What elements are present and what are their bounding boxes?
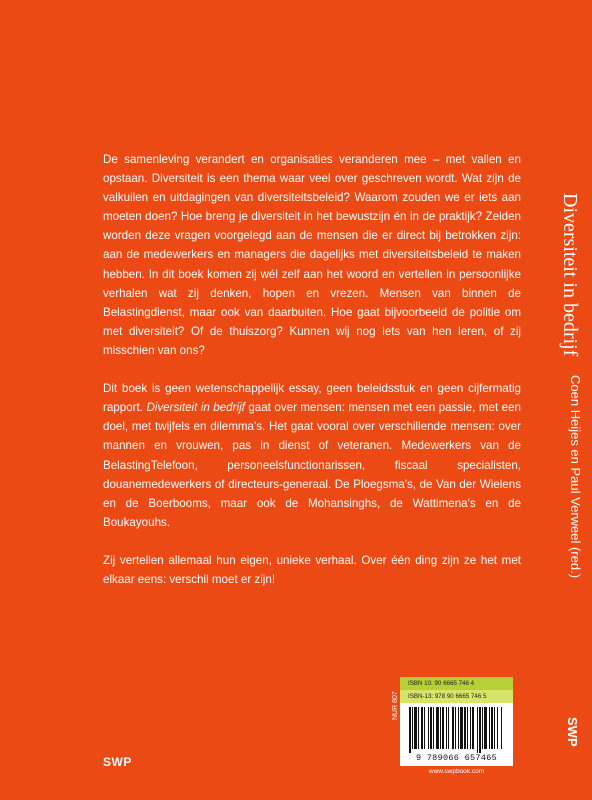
isbn-block bbox=[400, 677, 513, 690]
barcode-bar bbox=[418, 707, 419, 749]
barcode-bar bbox=[482, 707, 483, 749]
barcode-bar bbox=[479, 707, 481, 753]
blurb-paragraph-2 bbox=[103, 379, 521, 532]
spine-publisher-logo: SWP bbox=[565, 717, 580, 747]
spine-title: Diversiteit in bedrijf bbox=[559, 193, 581, 357]
barcode-bar bbox=[430, 707, 432, 749]
barcode-bar bbox=[489, 707, 490, 749]
barcode-bar bbox=[497, 707, 498, 749]
isbn13-block bbox=[400, 690, 513, 703]
barcode-bar bbox=[424, 707, 425, 749]
barcode-bar bbox=[414, 707, 417, 749]
barcode-bar bbox=[472, 707, 474, 749]
barcode-bar bbox=[421, 707, 423, 749]
barcode-bar bbox=[464, 707, 466, 749]
book-title-inline: Diversiteit in bedrijf bbox=[146, 401, 245, 415]
barcode-bar bbox=[446, 707, 447, 749]
barcode-bar bbox=[460, 707, 463, 749]
barcode-bar bbox=[433, 707, 434, 749]
blurb-paragraph-2-intro: Dit boek is geen wetenschappelijk essay, geen beleidsstuk en geen cijfermatig rapport. bbox=[103, 382, 521, 415]
isbn10-label: ISBN 10: 90 6665 746 4 bbox=[400, 677, 513, 690]
barcode-bar bbox=[501, 707, 502, 749]
barcode-bar bbox=[428, 707, 429, 749]
spine-authors: Coen Heijes en Paul Verweel (red.) bbox=[568, 375, 583, 579]
barcode-bar bbox=[448, 707, 449, 749]
barcode-bars bbox=[400, 703, 513, 755]
barcode-bar bbox=[442, 707, 444, 749]
barcode-bar bbox=[412, 707, 413, 749]
blurb-text bbox=[103, 150, 521, 608]
barcode-bar bbox=[494, 707, 495, 749]
barcode-bar bbox=[455, 707, 456, 749]
blurb-paragraph-2-body: gaat over mensen: mensen met een passie, met een doel, met twijfels en dilemma's. Het gaat vooral over verschillende mensen: over mannen en vrouwen, pas in dienst of veteranen. Medewerkers van de BelastingTelefoon, personeelsfunctionarissen, fiscaal specialisten, douanemedewerkers of directeurs-generaal. De Ploegsma's, de Van der Wielens en de Boerbooms, maar ook de Mohansinghs, de Wattimena's en de Boukayouhs. bbox=[103, 401, 521, 529]
barcode-bar bbox=[452, 707, 454, 749]
barcode-bar bbox=[491, 707, 493, 749]
barcode-bar bbox=[436, 707, 439, 749]
barcode-bar bbox=[467, 707, 468, 749]
publisher-website: www.swpbook.com bbox=[428, 768, 485, 775]
barcode-number: 9 789066 657465 bbox=[415, 753, 497, 763]
barcode-bar bbox=[484, 707, 487, 749]
barcode-bar bbox=[409, 707, 411, 753]
blurb-paragraph-1: De samenleving verandert en organisaties veranderen mee – met vallen en opstaan. Diversiteit is een thema waar veel over geschreven wordt. Wat zijn de valkuilen en uitdagingen van diversiteitsbeleid? Waarom zouden we er iets aan moeten doen? Hoe breng je diversiteit in het bewustzijn én in de praktijk? Zelden worden deze vragen voorgelegd aan de mensen die er direct bij betrokken zijn: aan de medewerkers en managers die dagelijks met diversiteitsbeleid te maken hebben. In dit boek komen zij wél zelf aan het woord en vertellen in persoonlijke verhalen wat zij denken, hopen en vrezen. Mensen van binnen de Belastingdienst, maar ook van daarbuiten. Hoe gaat bijvoorbeeld de politie om met diversiteit? Of de thuiszorg? Kunnen wij nog iets van hen leren, of zij misschien van ons? bbox=[103, 153, 521, 357]
barcode-bar bbox=[440, 707, 441, 749]
isbn13-label: ISBN-13: 978 90 6665 746 5 bbox=[400, 690, 513, 703]
nur-code: NUR 807 bbox=[392, 691, 399, 720]
barcode-bar bbox=[470, 707, 471, 749]
blurb-paragraph-3: Zij vertellen allemaal hun eigen, unieke verhaal. Over één ding zijn ze het met elkaar eens: verschil moet er zijn! bbox=[103, 553, 521, 587]
barcode-bar bbox=[477, 707, 478, 753]
barcode bbox=[400, 703, 513, 766]
barcode-bar bbox=[458, 707, 459, 749]
publisher-logo: SWP bbox=[103, 755, 132, 769]
